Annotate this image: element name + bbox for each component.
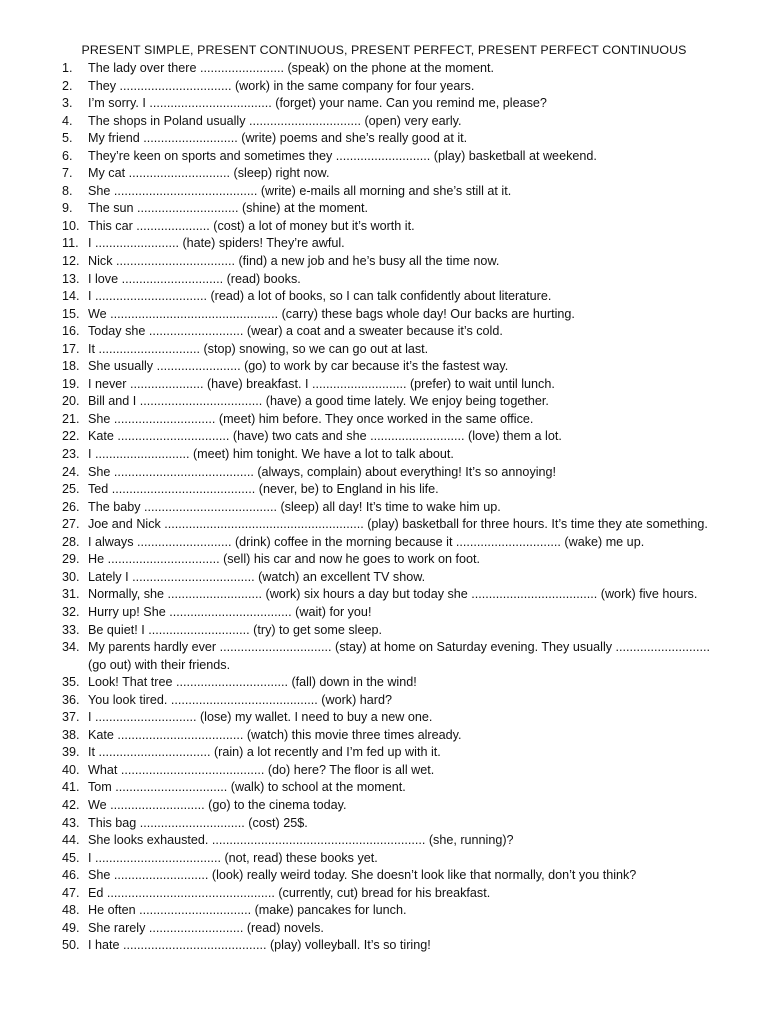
exercise-item xyxy=(62,235,722,253)
exercise-number: 10. xyxy=(62,218,80,233)
exercise-sentence: I ............................. (lose) my wallet. I need to buy a new one. xyxy=(88,710,433,725)
exercise-number: 17. xyxy=(62,341,80,356)
exercise-sentence: My friend ........................... (write) poems and she’s really good at it. xyxy=(88,131,468,146)
exercise-item xyxy=(62,113,722,131)
exercise-number: 50. xyxy=(62,938,80,953)
exercise-number: 26. xyxy=(62,499,80,514)
exercise-number: 8. xyxy=(62,183,73,198)
exercise-number: 1. xyxy=(62,61,73,75)
exercise-number: 29. xyxy=(62,552,80,567)
exercise-sentence: They’re keen on sports and sometimes they ........................... (play) basketball at weekend. xyxy=(88,148,597,163)
exercise-number: 33. xyxy=(62,622,80,637)
exercise-item xyxy=(62,762,722,780)
exercise-number: 3. xyxy=(62,96,73,111)
exercise-item xyxy=(62,674,722,692)
exercise-number: 11. xyxy=(62,236,79,251)
exercise-sentence: I’m sorry. I ................................... (forget) your name. Can you remind me, please? xyxy=(88,96,547,111)
exercise-item xyxy=(62,165,722,183)
exercise-item xyxy=(62,534,722,552)
exercise-item xyxy=(62,95,722,113)
exercise-number: 42. xyxy=(62,797,80,812)
exercise-item xyxy=(62,481,722,499)
exercise-item xyxy=(62,551,722,569)
exercise-sentence: He often ................................ (make) pancakes for lunch. xyxy=(88,903,407,918)
exercise-item xyxy=(62,148,722,166)
exercise-number: 28. xyxy=(62,534,80,549)
exercise-item xyxy=(62,850,722,868)
exercise-sentence: Today she ........................... (wear) a coat and a sweater because it’s cold. xyxy=(88,324,503,339)
exercise-sentence: Tom ................................ (walk) to school at the moment. xyxy=(88,780,406,795)
exercise-item xyxy=(62,797,722,815)
exercise-item xyxy=(62,867,722,885)
exercise-number: 44. xyxy=(62,833,80,848)
exercise-sentence: She ......................................... (write) e-mails all morning and she’s still at it. xyxy=(88,183,512,198)
exercise-sentence: Bill and I ................................... (have) a good time lately. We enjoy being together. xyxy=(88,394,549,409)
exercise-number: 36. xyxy=(62,692,80,707)
exercise-item xyxy=(62,130,722,148)
exercise-item xyxy=(62,341,722,359)
exercise-sentence: The baby ...................................... (sleep) all day! It’s time to wake him up. xyxy=(88,499,501,514)
exercise-number: 13. xyxy=(62,271,80,286)
exercise-number: 35. xyxy=(62,675,80,690)
exercise-item xyxy=(62,200,722,218)
exercise-number: 25. xyxy=(62,482,80,497)
exercise-item xyxy=(62,393,722,411)
exercise-item xyxy=(62,446,722,464)
exercise-sentence: This bag .............................. (cost) 25$. xyxy=(88,815,308,830)
exercise-number: 18. xyxy=(62,359,80,374)
exercise-sentence: I ................................ (read) a lot of books, so I can talk confidently about literature. xyxy=(88,289,552,304)
exercise-item xyxy=(62,516,722,534)
exercise-item xyxy=(62,78,722,96)
exercise-item xyxy=(62,569,722,587)
exercise-sentence: Ted ......................................... (never, be) to England in his life. xyxy=(88,482,439,497)
worksheet-title: PRESENT SIMPLE, PRESENT CONTINUOUS, PRESENT PERFECT, PRESENT PERFECT CONTINUOUS xyxy=(81,43,687,57)
exercise-item xyxy=(62,727,722,745)
exercise-sentence: Normally, she ........................... (work) six hours a day but today she .................................... (work) five hours. xyxy=(88,587,698,602)
exercise-sentence: I ........................ (hate) spiders! They’re awful. xyxy=(88,236,345,251)
exercise-item xyxy=(62,306,722,324)
exercise-number: 9. xyxy=(62,201,73,216)
exercise-sentence: She ........................................ (always, complain) about everything! It’s so annoying! xyxy=(88,464,557,479)
exercise-sentence: I love ............................. (read) books. xyxy=(88,271,301,286)
exercise-item xyxy=(62,271,722,289)
exercise-item xyxy=(62,253,722,271)
exercise-sentence: I hate ......................................... (play) volleyball. It’s so tiring! xyxy=(88,938,431,953)
exercise-number: 41. xyxy=(62,780,80,795)
exercise-number: 47. xyxy=(62,885,80,900)
exercise-item xyxy=(62,709,722,727)
exercise-sentence: I ........................... (meet) him tonight. We have a lot to talk about. xyxy=(88,447,454,462)
exercise-sentence: They ................................ (work) in the same company for four years. xyxy=(88,78,475,93)
exercise-sentence: This car ..................... (cost) a lot of money but it’s worth it. xyxy=(88,218,415,233)
exercise-list xyxy=(62,60,722,955)
exercise-sentence: We ................................................ (carry) these bags whole day! Our backs are hurting. xyxy=(88,306,575,321)
exercise-sentence: I never ..................... (have) breakfast. I ........................... (prefer) to wait until lunch. xyxy=(88,376,555,391)
exercise-item xyxy=(62,744,722,762)
exercise-number: 12. xyxy=(62,254,80,269)
exercise-sentence: I .................................... (not, read) these books yet. xyxy=(88,850,378,865)
exercise-item xyxy=(62,692,722,710)
exercise-sentence: My parents hardly ever ................................ (stay) at home on Saturday evening. They usually ........................... (go out) with their friends. xyxy=(88,640,711,672)
exercise-number: 32. xyxy=(62,604,80,619)
exercise-sentence: We ........................... (go) to the cinema today. xyxy=(88,797,347,812)
exercise-item xyxy=(62,376,722,394)
exercise-number: 6. xyxy=(62,148,73,163)
exercise-sentence: You look tired. .......................................... (work) hard? xyxy=(88,692,392,707)
exercise-number: 2. xyxy=(62,78,73,93)
exercise-item xyxy=(62,920,722,938)
exercise-sentence: She rarely ........................... (read) novels. xyxy=(88,920,324,935)
exercise-item xyxy=(62,323,722,341)
exercise-number: 24. xyxy=(62,464,80,479)
exercise-number: 5. xyxy=(62,131,73,146)
exercise-sentence: He ................................ (sell) his car and now he goes to work on foot. xyxy=(88,552,480,567)
exercise-number: 4. xyxy=(62,113,73,128)
exercise-number: 39. xyxy=(62,745,80,760)
exercise-sentence: What ......................................... (do) here? The floor is all wet. xyxy=(88,762,435,777)
exercise-item xyxy=(62,779,722,797)
exercise-item xyxy=(62,815,722,833)
exercise-number: 7. xyxy=(62,166,73,181)
exercise-item xyxy=(62,60,722,78)
exercise-item xyxy=(62,288,722,306)
exercise-item xyxy=(62,428,722,446)
exercise-item xyxy=(62,464,722,482)
exercise-number: 22. xyxy=(62,429,80,444)
exercise-sentence: The shops in Poland usually ................................ (open) very early. xyxy=(88,113,462,128)
exercise-number: 27. xyxy=(62,517,80,532)
exercise-item xyxy=(62,832,722,850)
exercise-item xyxy=(62,586,722,604)
exercise-number: 37. xyxy=(62,710,80,725)
exercise-item xyxy=(62,639,722,674)
exercise-item xyxy=(62,622,722,640)
exercise-sentence: Joe and Nick ......................................................... (play) basketball for three hours. It’s time they ate something. xyxy=(88,517,708,532)
exercise-sentence: The lady over there ........................ (speak) on the phone at the moment. xyxy=(88,61,495,75)
exercise-sentence: It ................................ (rain) a lot recently and I’m fed up with it. xyxy=(88,745,441,760)
exercise-number: 31. xyxy=(62,587,80,602)
exercise-sentence: The sun ............................. (shine) at the moment. xyxy=(88,201,368,216)
exercise-item xyxy=(62,218,722,236)
exercise-number: 38. xyxy=(62,727,80,742)
exercise-number: 40. xyxy=(62,762,80,777)
exercise-sentence: Kate ................................ (have) two cats and she ........................... (love) them a lot. xyxy=(88,429,562,444)
exercise-number: 20. xyxy=(62,394,80,409)
exercise-sentence: Look! That tree ................................ (fall) down in the wind! xyxy=(88,675,417,690)
exercise-item xyxy=(62,902,722,920)
exercise-sentence: She ........................... (look) really weird today. She doesn’t look like that normally, don’t you think? xyxy=(88,868,637,883)
exercise-sentence: Be quiet! I ............................. (try) to get some sleep. xyxy=(88,622,382,637)
exercise-number: 21. xyxy=(62,411,80,426)
exercise-item xyxy=(62,937,722,955)
exercise-number: 19. xyxy=(62,376,80,391)
exercise-sentence: I always ........................... (drink) coffee in the morning because it .............................. (wake) me up. xyxy=(88,534,645,549)
exercise-number: 48. xyxy=(62,903,80,918)
exercise-number: 43. xyxy=(62,815,80,830)
exercise-sentence: She looks exhausted. ............................................................. (she, running)? xyxy=(88,833,514,848)
exercise-sentence: Nick .................................. (find) a new job and he’s busy all the time now. xyxy=(88,254,500,269)
exercise-number: 15. xyxy=(62,306,80,321)
exercise-number: 49. xyxy=(62,920,80,935)
exercise-item xyxy=(62,358,722,376)
exercise-number: 30. xyxy=(62,569,80,584)
exercise-sentence: It ............................. (stop) snowing, so we can go out at last. xyxy=(88,341,429,356)
exercise-sentence: She usually ........................ (go) to work by car because it’s the fastest way. xyxy=(88,359,509,374)
exercise-item xyxy=(62,604,722,622)
exercise-sentence: My cat ............................. (sleep) right now. xyxy=(88,166,330,181)
exercise-item xyxy=(62,411,722,429)
exercise-sentence: Lately I ................................... (watch) an excellent TV show. xyxy=(88,569,426,584)
exercise-number: 45. xyxy=(62,850,80,865)
exercise-sentence: Kate .................................... (watch) this movie three times already. xyxy=(88,727,462,742)
exercise-sentence: She ............................. (meet) him before. They once worked in the same office. xyxy=(88,411,534,426)
exercise-sentence: Ed ................................................ (currently, cut) bread for his breakfast. xyxy=(88,885,491,900)
exercise-number: 34. xyxy=(62,640,80,655)
exercise-item xyxy=(62,183,722,201)
exercise-number: 46. xyxy=(62,868,80,883)
exercise-number: 14. xyxy=(62,289,80,304)
exercise-item xyxy=(62,885,722,903)
exercise-sentence: Hurry up! She ................................... (wait) for you! xyxy=(88,604,372,619)
exercise-number: 16. xyxy=(62,324,80,339)
exercise-number: 23. xyxy=(62,447,80,462)
exercise-item xyxy=(62,499,722,517)
